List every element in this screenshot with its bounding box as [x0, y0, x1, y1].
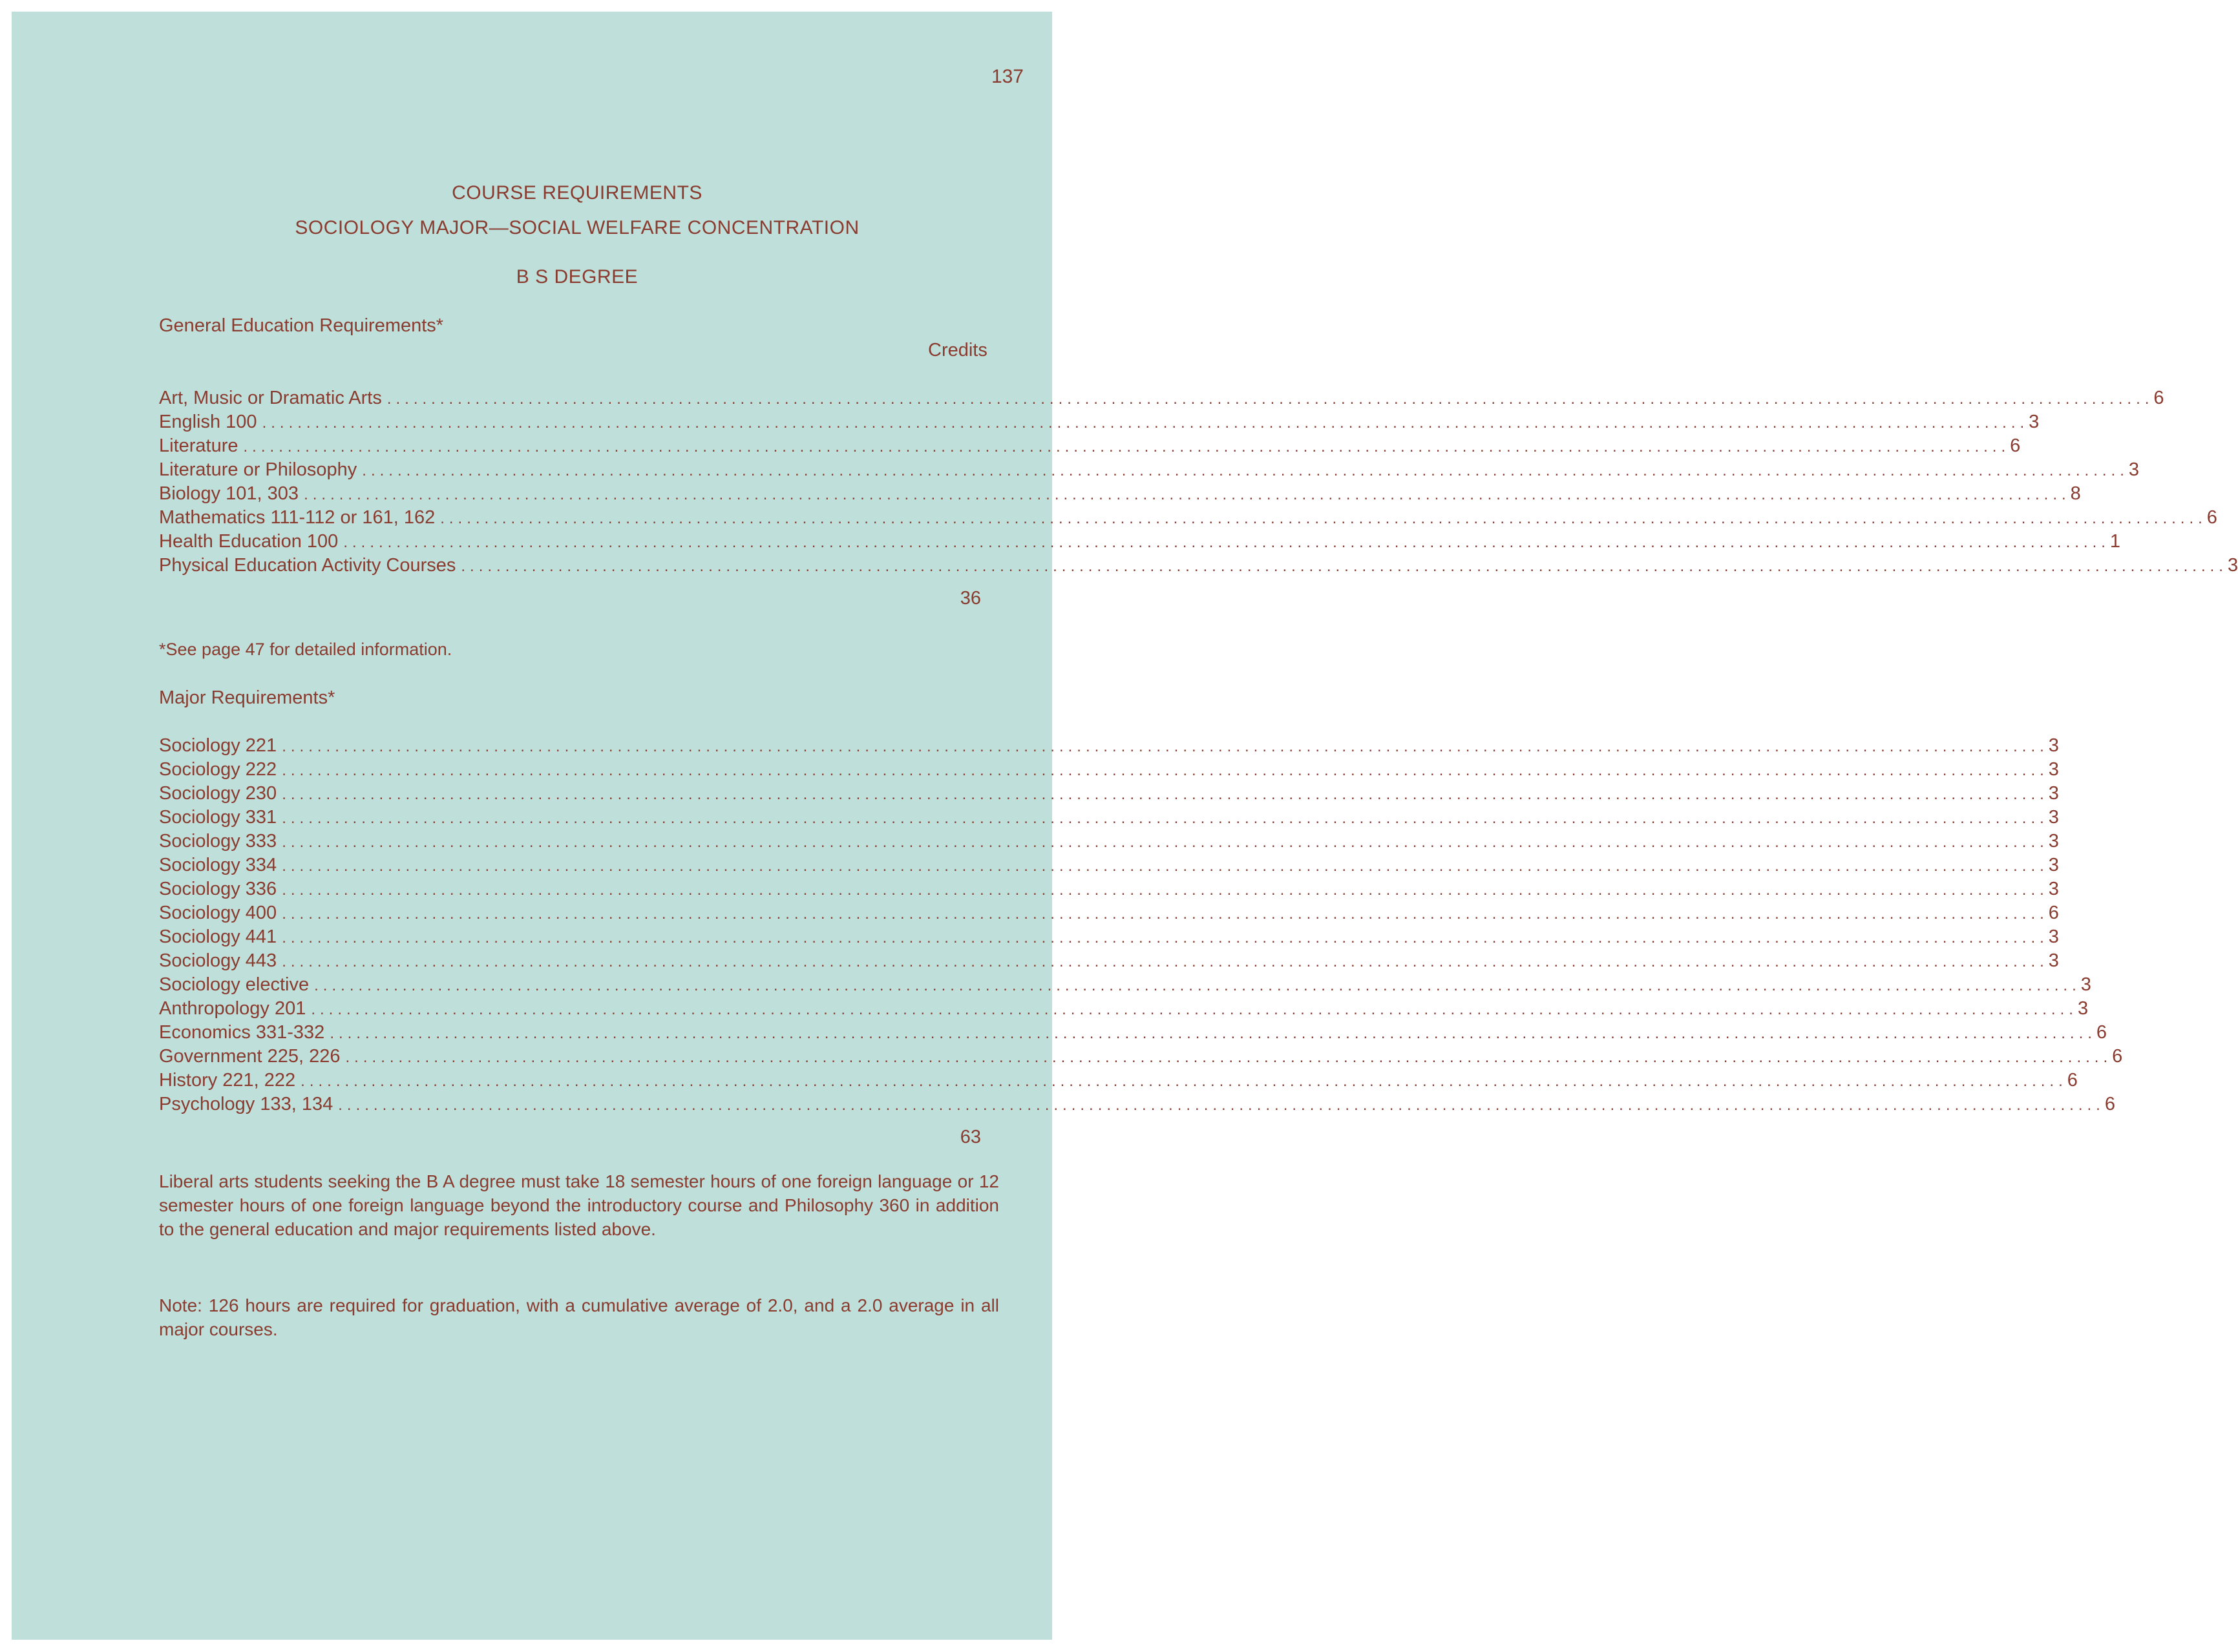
course-credit: 6: [2096, 1022, 2107, 1043]
dot-leader: ........................................................................................................................................................................................................: [362, 462, 2129, 479]
course-credit: 6: [2104, 1094, 2115, 1114]
dot-leader: ........................................................................................................................................................................................................: [440, 510, 2207, 527]
course-credit: 3: [2048, 807, 2059, 828]
course-label: Sociology 331: [159, 807, 277, 828]
major-requirements-list: [159, 734, 2123, 1116]
course-credit: 3: [2048, 855, 2059, 875]
dot-leader: ........................................................................................................................................................................................................: [301, 1072, 2067, 1090]
course-label: Sociology 334: [159, 855, 277, 875]
page-title: COURSE REQUIREMENTS: [452, 182, 702, 204]
course-label: Biology 101, 303: [159, 483, 299, 504]
dot-leader: ........................................................................................................................................................................................................: [386, 390, 2154, 408]
dot-leader: ........................................................................................................................................................................................................: [282, 738, 2049, 755]
course-credit: 3: [2048, 879, 2059, 899]
dot-leader: ........................................................................................................................................................................................................: [282, 833, 2049, 851]
dot-leader: ........................................................................................................................................................................................................: [304, 486, 2071, 503]
dot-leader: ........................................................................................................................................................................................................: [311, 1001, 2078, 1018]
dot-leader: ........................................................................................................................................................................................................: [282, 810, 2049, 827]
dot-leader: ........................................................................................................................................................................................................: [338, 1096, 2105, 1114]
list-item: [159, 782, 2059, 806]
dot-leader: ........................................................................................................................................................................................................: [282, 786, 2049, 803]
course-label: Sociology 221: [159, 735, 277, 756]
dot-leader: ........................................................................................................................................................................................................: [262, 414, 2029, 432]
course-label: Mathematics 111-112 or 161, 162: [159, 507, 436, 528]
degree-label: B S DEGREE: [516, 266, 639, 288]
course-credit: 3: [2048, 831, 2059, 852]
major-requirements-heading: Major Requirements*: [159, 687, 335, 708]
course-credit: 3: [2048, 950, 2059, 971]
course-credit: 3: [2048, 926, 2059, 947]
course-label: Health Education 100: [159, 531, 339, 552]
course-credit: 8: [2070, 483, 2081, 504]
list-item: [159, 949, 2059, 973]
dot-leader: ........................................................................................................................................................................................................: [282, 881, 2049, 899]
list-item: [159, 1093, 2115, 1116]
course-credit: 3: [2227, 555, 2238, 576]
course-label: English 100: [159, 412, 257, 432]
general-education-total: 36: [960, 588, 981, 609]
list-item: [159, 386, 2164, 410]
dot-leader: ........................................................................................................................................................................................................: [345, 1049, 2113, 1066]
course-label: Sociology elective: [159, 974, 310, 995]
list-item: [159, 1045, 2123, 1069]
dot-leader: ........................................................................................................................................................................................................: [282, 857, 2049, 875]
list-item: [159, 806, 2059, 830]
footnote: *See page 47 for detailed information.: [159, 640, 452, 659]
course-credit: 3: [2048, 759, 2059, 780]
course-label: History 221, 222: [159, 1070, 296, 1091]
course-label: Sociology 222: [159, 759, 277, 780]
list-item: [159, 925, 2059, 949]
course-credit: 6: [2048, 903, 2059, 923]
dot-leader: ........................................................................................................................................................................................................: [343, 534, 2110, 551]
page-number: 137: [991, 66, 1024, 87]
list-item: [159, 997, 2089, 1021]
major-requirements-total: 63: [960, 1127, 981, 1147]
course-label: Sociology 400: [159, 903, 277, 923]
graduation-note: Note: 126 hours are required for graduation, with a cumulative average of 2.0, and a 2.0 average in all major courses.: [159, 1295, 999, 1339]
general-education-list: [159, 386, 2238, 578]
course-credit: 3: [2048, 783, 2059, 804]
course-label: Sociology 443: [159, 950, 277, 971]
list-item: [159, 458, 2140, 482]
list-item: [159, 1021, 2107, 1045]
course-credit: 6: [2112, 1046, 2123, 1067]
course-label: Sociology 336: [159, 879, 277, 899]
list-item: [159, 758, 2059, 782]
course-label: Psychology 133, 134: [159, 1094, 333, 1114]
course-credit: 3: [2128, 459, 2140, 480]
dot-leader: ........................................................................................................................................................................................................: [330, 1025, 2096, 1042]
course-credit: 6: [2206, 507, 2217, 528]
dot-leader: ........................................................................................................................................................................................................: [243, 438, 2011, 455]
list-item: [159, 1069, 2078, 1093]
list-item: [159, 877, 2059, 901]
course-label: Sociology 230: [159, 783, 277, 804]
course-credit: 3: [2077, 998, 2089, 1019]
dot-leader: ........................................................................................................................................................................................................: [282, 905, 2049, 923]
course-label: Government 225, 226: [159, 1046, 341, 1067]
course-label: Sociology 333: [159, 831, 277, 852]
course-credit: 1: [2109, 531, 2121, 552]
course-credit: 6: [2010, 435, 2021, 456]
course-label: Economics 331-332: [159, 1022, 325, 1043]
list-item: [159, 530, 2121, 554]
course-credit: 3: [2080, 974, 2091, 995]
page-subtitle: SOCIOLOGY MAJOR—SOCIAL WELFARE CONCENTRATION: [295, 217, 860, 238]
dot-leader: ........................................................................................................................................................................................................: [314, 977, 2081, 994]
credits-column-heading: Credits: [928, 340, 987, 361]
course-label: Physical Education Activity Courses: [159, 555, 456, 576]
course-credit: 6: [2067, 1070, 2078, 1091]
list-item: [159, 734, 2059, 758]
catalog-page: [12, 12, 2238, 1640]
course-credit: 6: [2153, 388, 2164, 408]
dot-leader: ........................................................................................................................................................................................................: [461, 558, 2228, 575]
liberal-arts-paragraph: Liberal arts students seeking the B A degree must take 18 semester hours of one foreign language or 12 semester hours of one foreign language beyond the introductory course and Philosophy 360 in addition to the general education and major requirements listed above.: [159, 1171, 999, 1239]
list-item: [159, 853, 2059, 877]
general-education-heading: General Education Requirements*: [159, 315, 444, 336]
dot-leader: ........................................................................................................................................................................................................: [282, 953, 2049, 970]
list-item: [159, 973, 2091, 997]
dot-leader: ........................................................................................................................................................................................................: [282, 762, 2049, 779]
list-item: [159, 482, 2081, 506]
list-item: [159, 901, 2059, 925]
list-item: [159, 410, 2040, 434]
course-label: Sociology 441: [159, 926, 277, 947]
list-item: [159, 554, 2238, 578]
course-label: Art, Music or Dramatic Arts: [159, 388, 382, 408]
course-label: Literature: [159, 435, 238, 456]
course-label: Anthropology 201: [159, 998, 306, 1019]
list-item: [159, 434, 2021, 458]
course-credit: 3: [2029, 412, 2040, 432]
course-label: Literature or Philosophy: [159, 459, 357, 480]
dot-leader: ........................................................................................................................................................................................................: [282, 929, 2049, 946]
list-item: [159, 830, 2059, 853]
list-item: [159, 506, 2217, 530]
course-credit: 3: [2048, 735, 2059, 756]
